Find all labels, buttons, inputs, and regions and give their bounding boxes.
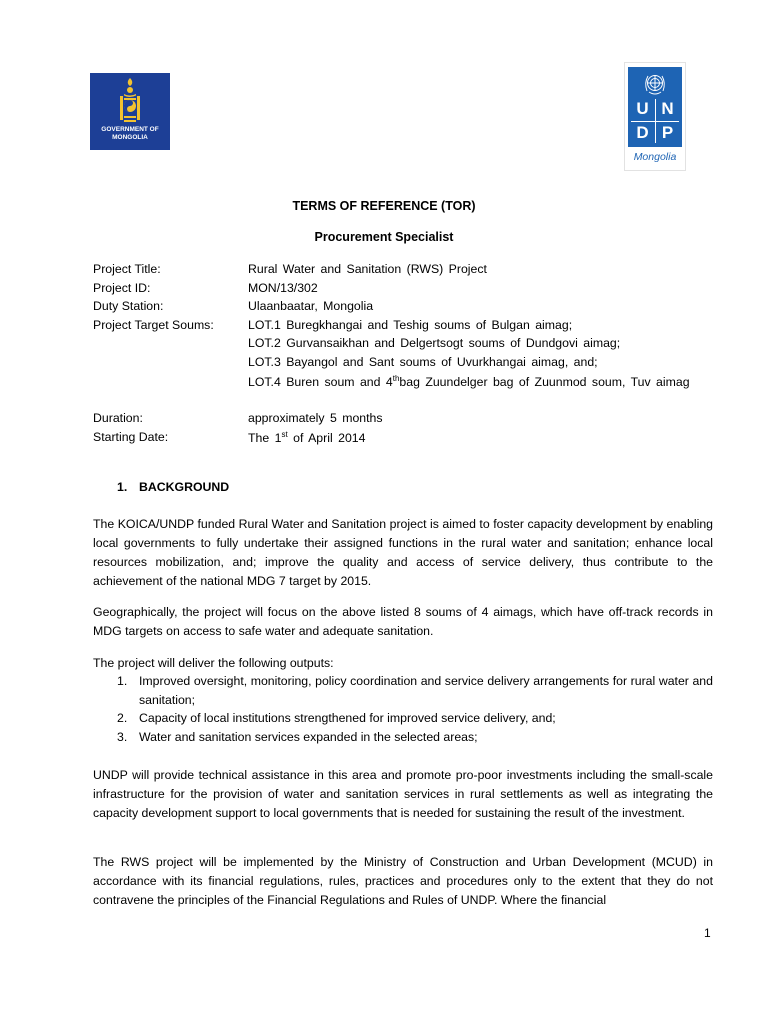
- info-label: Duration:: [93, 411, 143, 425]
- starting-text-post: of April 2014: [287, 431, 366, 446]
- background-paragraph-3: UNDP will provide technical assistance in this area and promote pro-poor investments including the small-scale infrastructure for the provision of water and sanitation services in rural settlements as well as integrating the capacity development support to local governments that is needed for sustaining the result of the investment.: [93, 768, 713, 820]
- undp-letter-n: N: [661, 99, 674, 118]
- info-label: Project Target Soums:: [93, 318, 214, 332]
- info-value: Ulaanbaatar, Mongolia: [248, 299, 374, 313]
- government-logo-text: GOVERNMENT OF MONGOLIA: [101, 126, 159, 141]
- info-value: MON/13/302: [248, 281, 318, 295]
- info-value: LOT.2 Gurvansaikhan and Delgertsogt soums of Dundgovi aimag;: [248, 336, 621, 350]
- list-item-text: Capacity of local institutions strengthened for improved service delivery, and;: [139, 711, 556, 725]
- info-label: Project Title:: [93, 262, 161, 276]
- list-item-number: 2.: [117, 711, 128, 725]
- undp-subtitle: Mongolia: [633, 151, 677, 163]
- soyombo-emblem-icon: [118, 78, 142, 124]
- list-item: [117, 672, 713, 710]
- lot4-text-pre: LOT.4 Buren soum and 4: [248, 375, 393, 390]
- starting-superscript: st: [281, 430, 288, 439]
- list-item: [117, 709, 713, 728]
- background-paragraph-2: Geographically, the project will focus on the above listed 8 soums of 4 aimags, which have off-track records in MDG targets on access to safe water and adequate sanitation.: [93, 605, 713, 638]
- info-label: Duty Station:: [93, 299, 164, 313]
- info-label: Starting Date:: [93, 430, 169, 444]
- page-number: 1: [704, 926, 711, 940]
- undp-letter-u: U: [636, 99, 649, 118]
- list-item-text: Water and sanitation services expanded in the selected areas;: [139, 730, 478, 744]
- section-number: 1.: [117, 480, 128, 494]
- undp-letter-p: P: [661, 123, 674, 142]
- government-of-mongolia-logo: [90, 73, 170, 150]
- document-title: TERMS OF REFERENCE (TOR): [292, 199, 476, 213]
- info-label: Project ID:: [93, 281, 151, 295]
- info-value: [248, 374, 690, 389]
- list-item: [117, 728, 713, 747]
- undp-logo-block: [628, 67, 682, 147]
- undp-mongolia-logo: [624, 62, 686, 171]
- info-value: LOT.3 Bayangol and Sant soums of Uvurkhangai aimag, and;: [248, 355, 598, 369]
- info-value: [248, 430, 365, 445]
- list-item-number: 3.: [117, 730, 128, 744]
- info-value: approximately 5 months: [248, 411, 383, 425]
- outputs-intro: The project will deliver the following outputs:: [93, 656, 334, 670]
- lot4-superscript: th: [392, 374, 400, 383]
- section-title: BACKGROUND: [139, 480, 230, 494]
- list-item-text: Improved oversight, monitoring, policy coordination and service delivery arrangements for rural water and sanitation;: [139, 674, 713, 707]
- undp-letter-d: D: [636, 123, 649, 142]
- starting-text-pre: The 1: [248, 431, 282, 446]
- info-value: Rural Water and Sanitation (RWS) Project: [248, 262, 487, 276]
- info-value: LOT.1 Buregkhangai and Teshig soums of Bulgan aimag;: [248, 318, 573, 332]
- background-paragraph-1: The KOICA/UNDP funded Rural Water and Sanitation project is aimed to foster capacity development by enabling local governments to fully undertake their assigned functions in the rural water and sanitation; enhance local resources mobilization, and; improve the quality and access of service delivery, thus contribute to the achievement of the national MDG 7 target by 2015.: [93, 517, 713, 588]
- list-item-number: 1.: [117, 674, 128, 688]
- background-paragraph-4: The RWS project will be implemented by the Ministry of Construction and Urban Development (MCUD) in accordance with its financial regulations, rules, practices and procedures only to the extent that they do not contravene the principles of the Financial Regulations and Rules of UNDP. Where the financial: [93, 855, 713, 907]
- un-emblem-icon: [641, 70, 669, 98]
- document-subtitle: Procurement Specialist: [314, 230, 454, 244]
- lot4-text-post: bag Zuundelger bag of Zuunmod soum, Tuv aimag: [399, 375, 690, 390]
